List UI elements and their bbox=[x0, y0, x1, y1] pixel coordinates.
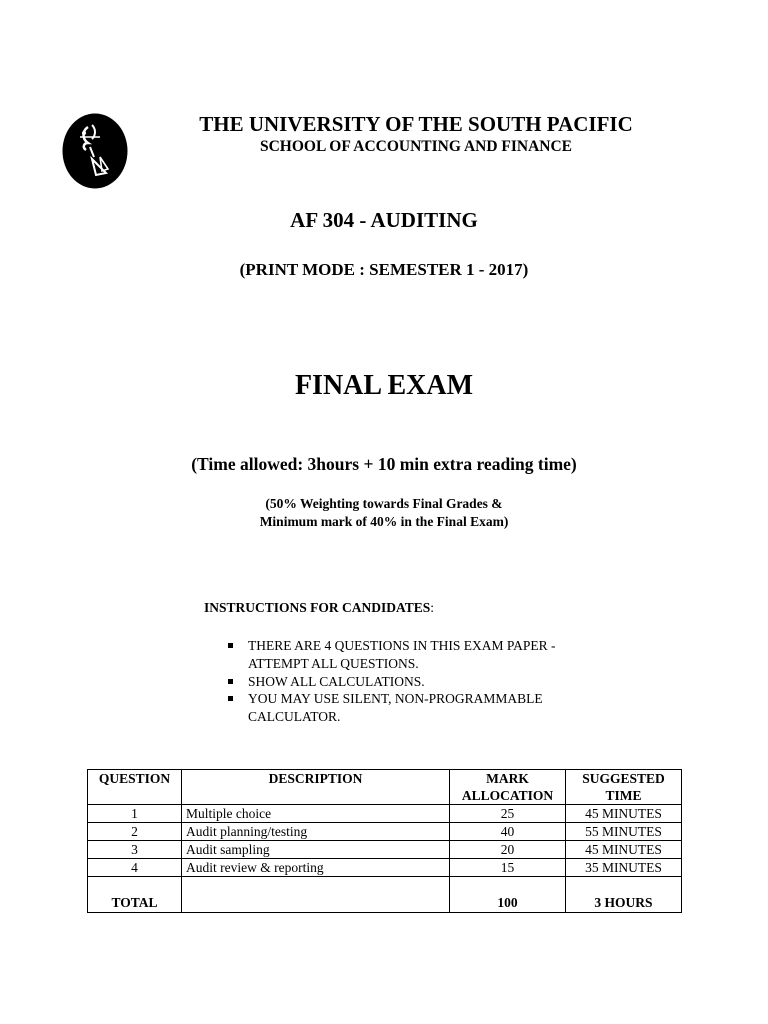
bullet-icon bbox=[228, 643, 233, 648]
question-time: 45 MINUTES bbox=[566, 805, 682, 823]
table-row bbox=[88, 805, 682, 823]
question-description: Audit sampling bbox=[182, 841, 450, 859]
header-mark-allocation bbox=[450, 770, 566, 805]
question-description: Audit planning/testing bbox=[182, 823, 450, 841]
question-time: 35 MINUTES bbox=[566, 859, 682, 877]
instructions-heading-colon: : bbox=[430, 600, 435, 615]
question-mark: 20 bbox=[450, 841, 566, 859]
header-question-text: QUESTION bbox=[98, 771, 171, 786]
header-mark-line-1: MARK bbox=[486, 771, 529, 786]
instruction-text: THERE ARE 4 QUESTIONS IN THIS EXAM PAPER - ATTEMPT ALL QUESTIONS. bbox=[248, 638, 556, 671]
total-label: TOTAL bbox=[88, 877, 182, 913]
question-number: 4 bbox=[88, 859, 182, 877]
header-time-line-2: TIME bbox=[605, 788, 642, 803]
header-mark-line-2: ALLOCATION bbox=[461, 788, 554, 803]
table-row bbox=[88, 859, 682, 877]
instruction-text: SHOW ALL CALCULATIONS. bbox=[248, 673, 425, 689]
course-title: AF 304 - AUDITING bbox=[290, 208, 478, 232]
table-row bbox=[88, 823, 682, 841]
mark-allocation-table bbox=[87, 769, 682, 913]
question-number: 2 bbox=[88, 823, 182, 841]
question-mark: 25 bbox=[450, 805, 566, 823]
table-total-row bbox=[88, 877, 682, 913]
time-allowed: (Time allowed: 3hours + 10 min extra reading time) bbox=[191, 454, 577, 474]
question-number: 1 bbox=[88, 805, 182, 823]
total-mark: 100 bbox=[450, 877, 566, 913]
instruction-text: YOU MAY USE SILENT, NON-PROGRAMMABLE CALCULATOR. bbox=[248, 691, 543, 725]
school-name: SCHOOL OF ACCOUNTING AND FINANCE bbox=[259, 138, 573, 155]
header-suggested-time bbox=[566, 770, 682, 805]
instructions-heading-text: INSTRUCTIONS FOR CANDIDATES bbox=[204, 600, 431, 615]
bullet-icon bbox=[228, 696, 233, 701]
question-time: 45 MINUTES bbox=[566, 841, 682, 859]
question-description: Audit review & reporting bbox=[182, 859, 450, 877]
header-time-line-1: SUGGESTED bbox=[582, 771, 665, 786]
university-name: THE UNIVERSITY OF THE SOUTH PACIFIC bbox=[199, 112, 633, 136]
question-time: 55 MINUTES bbox=[566, 823, 682, 841]
weighting-note bbox=[0, 495, 768, 531]
question-description: Multiple choice bbox=[182, 805, 450, 823]
total-description bbox=[182, 877, 450, 913]
table-row bbox=[88, 841, 682, 859]
table-header-row bbox=[88, 770, 682, 805]
header-description-text: DESCRIPTION bbox=[268, 771, 363, 786]
instructions-list bbox=[226, 637, 606, 726]
question-mark: 15 bbox=[450, 859, 566, 877]
exam-title: FINAL EXAM bbox=[294, 370, 474, 401]
list-item bbox=[226, 690, 606, 726]
total-time: 3 HOURS bbox=[566, 877, 682, 913]
question-mark: 40 bbox=[450, 823, 566, 841]
list-item bbox=[226, 673, 606, 691]
question-number: 3 bbox=[88, 841, 182, 859]
header-description bbox=[182, 770, 450, 805]
print-mode: (PRINT MODE : SEMESTER 1 - 2017) bbox=[239, 260, 529, 279]
header-question bbox=[88, 770, 182, 805]
bullet-icon bbox=[228, 679, 233, 684]
weighting-line-1: (50% Weighting towards Final Grades & bbox=[265, 496, 503, 511]
list-item bbox=[226, 637, 606, 673]
weighting-line-2: Minimum mark of 40% in the Final Exam) bbox=[259, 514, 509, 529]
instructions-heading bbox=[204, 600, 434, 616]
